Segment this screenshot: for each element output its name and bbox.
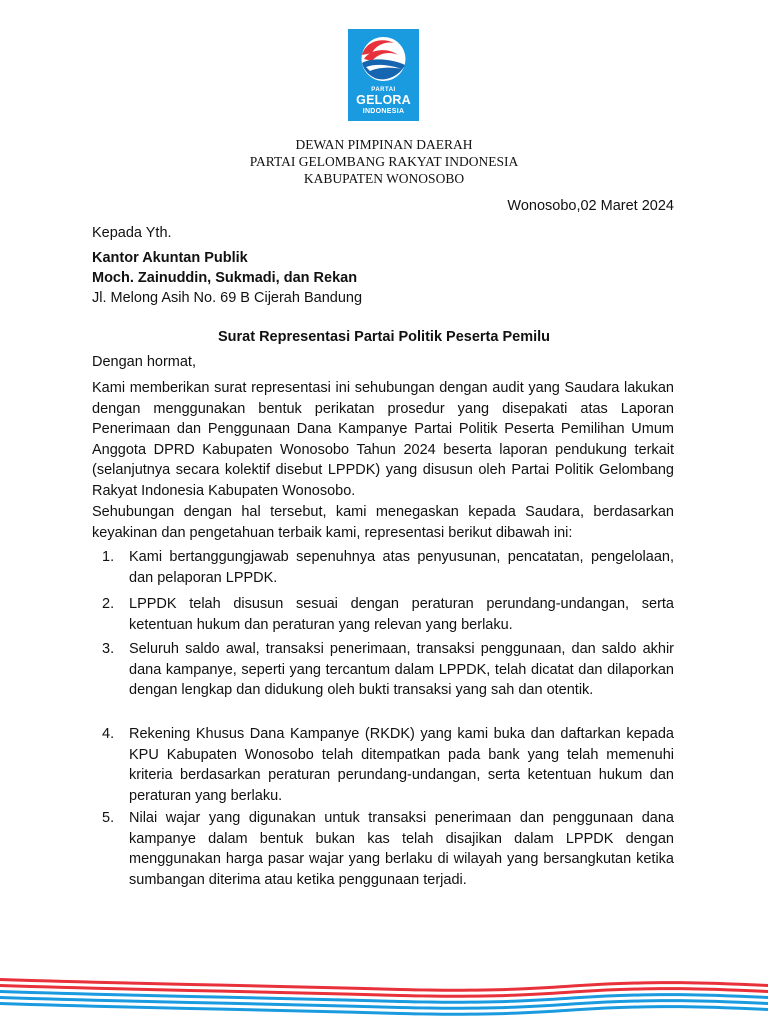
list-item-number: 2.: [102, 596, 115, 612]
list-item-text: LPPDK telah disusun sesuai dengan peraturan perundang-undangan, serta ketentuan hukum dan peraturan yang relevan yang berlaku.: [129, 596, 674, 633]
recipient-address: Jl. Melong Asih No. 69 B Cijerah Bandung: [92, 290, 363, 306]
list-item-text: Rekening Khusus Dana Kampanye (RKDK) yang kami buka dan daftarkan kepada KPU Kabupaten Wonosobo telah ditempatkan pada bank yang telah memenuhi kriteria berdasarkan peraturan perundang-undangan, serta ketentuan hukum dan peraturan yang berlaku.: [129, 726, 674, 804]
header-line-3: KABUPATEN WONOSOBO: [303, 171, 465, 186]
greeting: Dengan hormat,: [92, 354, 196, 370]
header-line-1: DEWAN PIMPINAN DAERAH: [295, 137, 473, 152]
logo-big-text: GELORA: [356, 93, 411, 107]
list-item-text: Seluruh saldo awal, transaksi penerimaan, transaksi penggunaan, dan saldo akhir dana kampanye, seperti yang tercantum dalam LPPDK, telah dicatat dan dilaporkan dengan lengkap dan didukung oleh bukti transaksi yang sah dan otentik.: [129, 641, 674, 698]
list-item-number: 1.: [102, 549, 115, 565]
header-line-2: PARTAI GELOMBANG RAKYAT INDONESIA: [249, 154, 519, 169]
party-logo: [348, 29, 419, 121]
organization-header: [0, 136, 768, 187]
paragraph-representation: Sehubungan dengan hal tersebut, kami menegaskan kepada Saudara, berdasarkan keyakinan dan pengetahuan terbaik kami, representasi berikut dibawah ini:: [92, 504, 674, 541]
list-item-number: 5.: [102, 810, 115, 826]
logo-bottom-text: INDONESIA: [362, 108, 405, 115]
letter-subject: Surat Representasi Partai Politik Peserta Pemilu: [217, 329, 551, 345]
logo-small-text: PARTAI: [371, 87, 396, 93]
list-item-text: Nilai wajar yang digunakan untuk transaksi penerimaan dan penggunaan dana kampanye dalam bentuk bukan kas telah disajikan dalam LPPDK dengan menggunakan harga pasar wajar yang berlaku di wilayah yang bersangkutan ketika sumbangan diterima atau ketika penggunaan terjadi.: [129, 810, 674, 888]
list-item-number: 3.: [102, 641, 115, 657]
list-item-number: 4.: [102, 726, 115, 742]
recipient-salutation: Kepada Yth.: [92, 225, 172, 241]
paragraph-intro: Kami memberikan surat representasi ini sehubungan dengan audit yang Saudara lakukan dengan menggunakan bentuk perikatan prosedur yang disepakati atas Laporan Penerimaan dan Penggunaan Dana Kampanye Partai Politik Peserta Pemilihan Umum Anggota DPRD Kabupaten Wonosobo Tahun 2024 beserta laporan pendukung terkait (selanjutnya secara kolektif disebut LPPDK) yang disusun oleh Partai Politik Gelombang Rakyat Indonesia Kabupaten Wonosobo.: [92, 380, 674, 499]
letter-date: Wonosobo,02 Maret 2024: [507, 198, 674, 214]
wave-emblem-icon: [348, 29, 419, 89]
recipient-name-1: Kantor Akuntan Publik: [92, 250, 248, 266]
list-item-text: Kami bertanggungjawab sepenuhnya atas penyusunan, pencatatan, pengelolaan, dan pelaporan LPPDK.: [129, 549, 674, 586]
footer-wave-decoration: [0, 968, 768, 1024]
recipient-name-2: Moch. Zainuddin, Sukmadi, dan Rekan: [92, 270, 358, 286]
